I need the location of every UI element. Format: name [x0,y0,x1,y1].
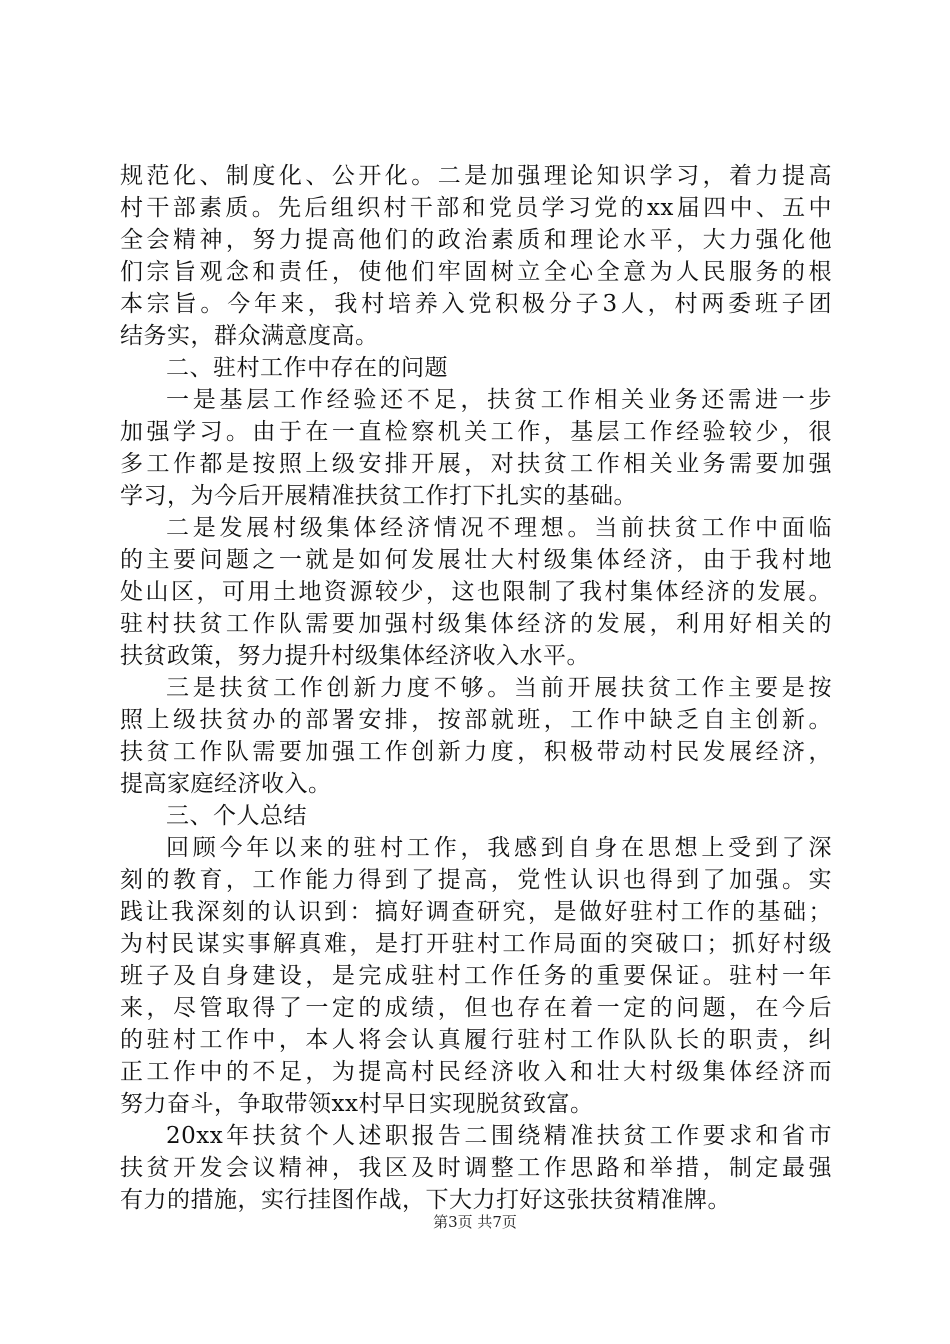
text-line: 一是基层工作经验还不足，扶贫工作相关业务还需进一步 [166,387,832,413]
text-line: 扶贫工作队需要加强工作创新力度，积极带动村民发展经济， [120,739,832,765]
section-heading: 二、驻村工作中存在的问题 [166,355,448,381]
text-line: 扶贫开发会议精神，我区及时调整工作思路和举措，制定最强 [120,1155,832,1181]
text-line: 扶贫政策，努力提升村级集体经济收入水平。 [120,643,590,669]
text-line: 20xx年扶贫个人述职报告二围绕精准扶贫工作要求和省市 [166,1123,832,1149]
text-line: 规范化、制度化、公开化。二是加强理论知识学习，着力提高 [120,163,832,189]
text-line: 回顾今年以来的驻村工作，我感到自身在思想上受到了深 [166,835,832,861]
page-number-footer: 第3页 共7页 [433,1213,517,1231]
text-line: 提高家庭经济收入。 [120,771,332,797]
text-line: 三是扶贫工作创新力度不够。当前开展扶贫工作主要是按 [166,675,832,701]
text-line: 努力奋斗，争取带领xx村早日实现脱贫致富。 [120,1091,594,1117]
text-line: 践让我深刻的认识到：搞好调查研究，是做好驻村工作的基础； [120,899,832,925]
text-line: 的主要问题之一就是如何发展壮大村级集体经济，由于我村地 [120,547,832,573]
text-line: 照上级扶贫办的部署安排，按部就班，工作中缺乏自主创新。 [120,707,832,733]
text-line: 的驻村工作中，本人将会认真履行驻村工作队队长的职责，纠 [120,1027,832,1053]
text-line: 多工作都是按照上级安排开展，对扶贫工作相关业务需要加强 [120,451,832,477]
document-body [120,160,832,1216]
text-line: 来，尽管取得了一定的成绩，但也存在着一定的问题，在今后 [120,995,832,1021]
text-line: 加强学习。由于在一直检察机关工作，基层工作经验较少，很 [120,419,832,445]
text-line: 为村民谋实事解真难，是打开驻村工作局面的突破口；抓好村级 [120,931,832,957]
text-line: 班子及自身建设，是完成驻村工作任务的重要保证。驻村一年 [120,963,832,989]
text-line: 驻村扶贫工作队需要加强村级集体经济的发展，利用好相关的 [120,611,832,637]
text-line: 有力的措施，实行挂图作战，下大力打好这张扶贫精准牌。 [120,1187,731,1213]
text-line: 们宗旨观念和责任，使他们牢固树立全心全意为人民服务的根 [120,259,832,285]
text-line: 学习，为今后开展精准扶贫工作打下扎实的基础。 [120,483,637,509]
text-line: 刻的教育，工作能力得到了提高，党性认识也得到了加强。实 [120,867,832,893]
text-line: 处山区，可用土地资源较少，这也限制了我村集体经济的发展。 [120,579,832,605]
text-line: 结务实，群众满意度高。 [120,323,379,349]
text-line: 村干部素质。先后组织村干部和党员学习党的xx届四中、五中 [120,195,832,221]
text-line: 全会精神，努力提高他们的政治素质和理论水平，大力强化他 [120,227,832,253]
text-line: 正工作中的不足，为提高村民经济收入和壮大村级集体经济而 [120,1059,832,1085]
section-heading: 三、个人总结 [166,803,307,829]
text-line: 本宗旨。今年来，我村培养入党积极分子3人，村两委班子团 [120,291,832,317]
text-line: 二是发展村级集体经济情况不理想。当前扶贫工作中面临 [166,515,832,541]
